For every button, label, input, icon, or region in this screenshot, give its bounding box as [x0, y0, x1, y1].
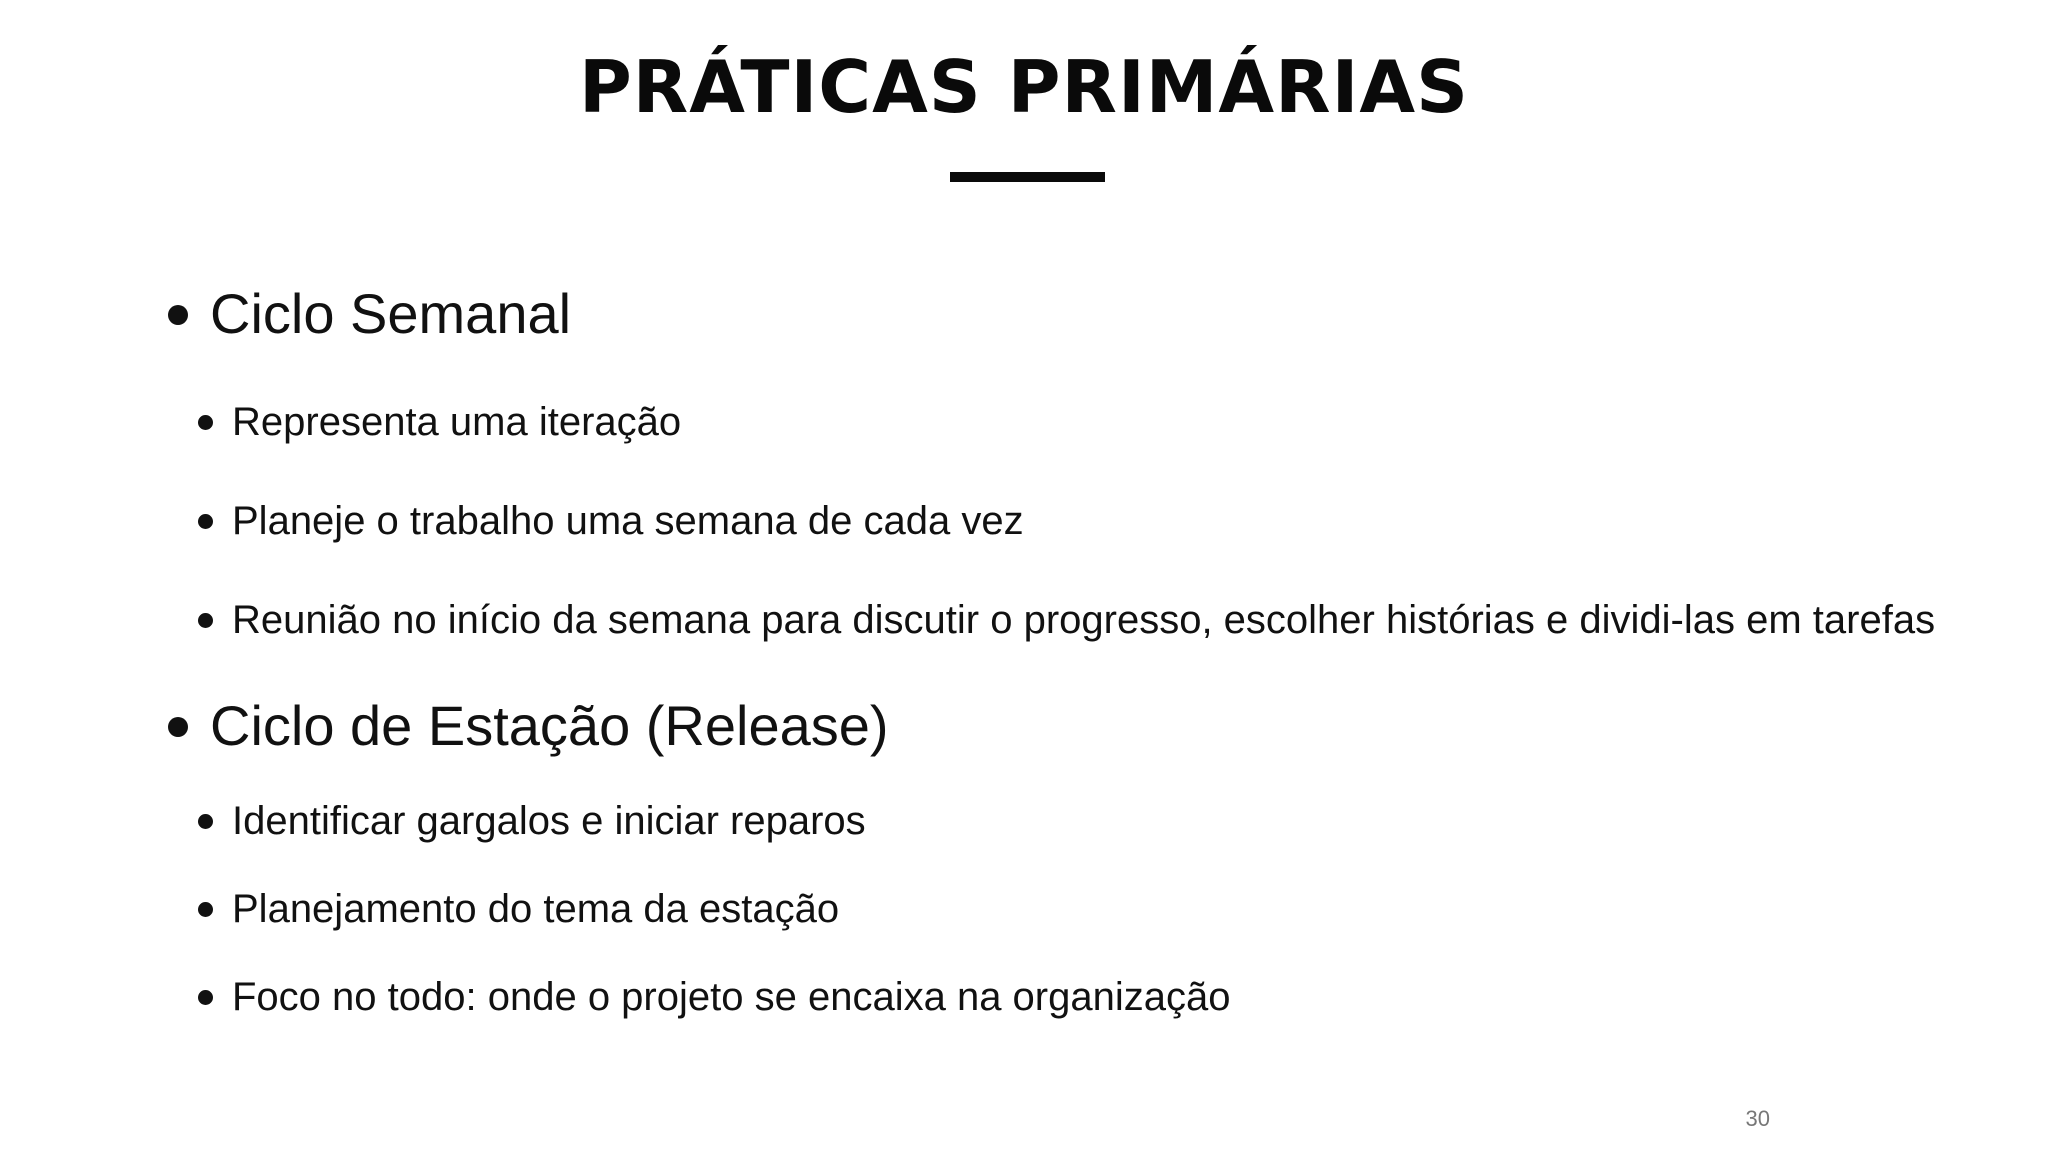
- list-item: [198, 497, 1024, 545]
- list-item-text: Representa uma iteração: [232, 400, 682, 444]
- list-item: [198, 596, 1935, 644]
- bullet-icon: [198, 613, 213, 628]
- list-item-text: Foco no todo: onde o projeto se encaixa na organização: [232, 975, 1231, 1019]
- list-item-text: Planejamento do tema da estação: [232, 887, 840, 931]
- bullet-icon: [168, 305, 188, 325]
- section-heading-release-cycle: [168, 694, 889, 758]
- list-item: [198, 973, 1230, 1021]
- slide-title: PRÁTICAS PRIMÁRIAS: [579, 45, 1469, 129]
- section-heading-text: Ciclo de Estação (Release): [210, 694, 889, 757]
- bullet-icon: [198, 902, 213, 917]
- list-item: [198, 398, 681, 446]
- bullet-icon: [198, 814, 213, 829]
- section-heading-text: Ciclo Semanal: [210, 282, 572, 345]
- bullet-icon: [198, 990, 213, 1005]
- bullet-icon: [198, 415, 213, 430]
- list-item: [198, 885, 839, 933]
- bullet-icon: [168, 717, 188, 737]
- page-number: 30: [1745, 1106, 1770, 1131]
- list-item-text: Reunião no início da semana para discutir o progresso, escolher histórias e dividi-las em tarefas: [232, 598, 1936, 642]
- list-item-text: Identificar gargalos e iniciar reparos: [232, 799, 866, 843]
- bullet-icon: [198, 514, 213, 529]
- section-heading-weekly-cycle: [168, 282, 571, 346]
- list-item: [198, 797, 866, 845]
- list-item-text: Planeje o trabalho uma semana de cada vez: [232, 499, 1024, 543]
